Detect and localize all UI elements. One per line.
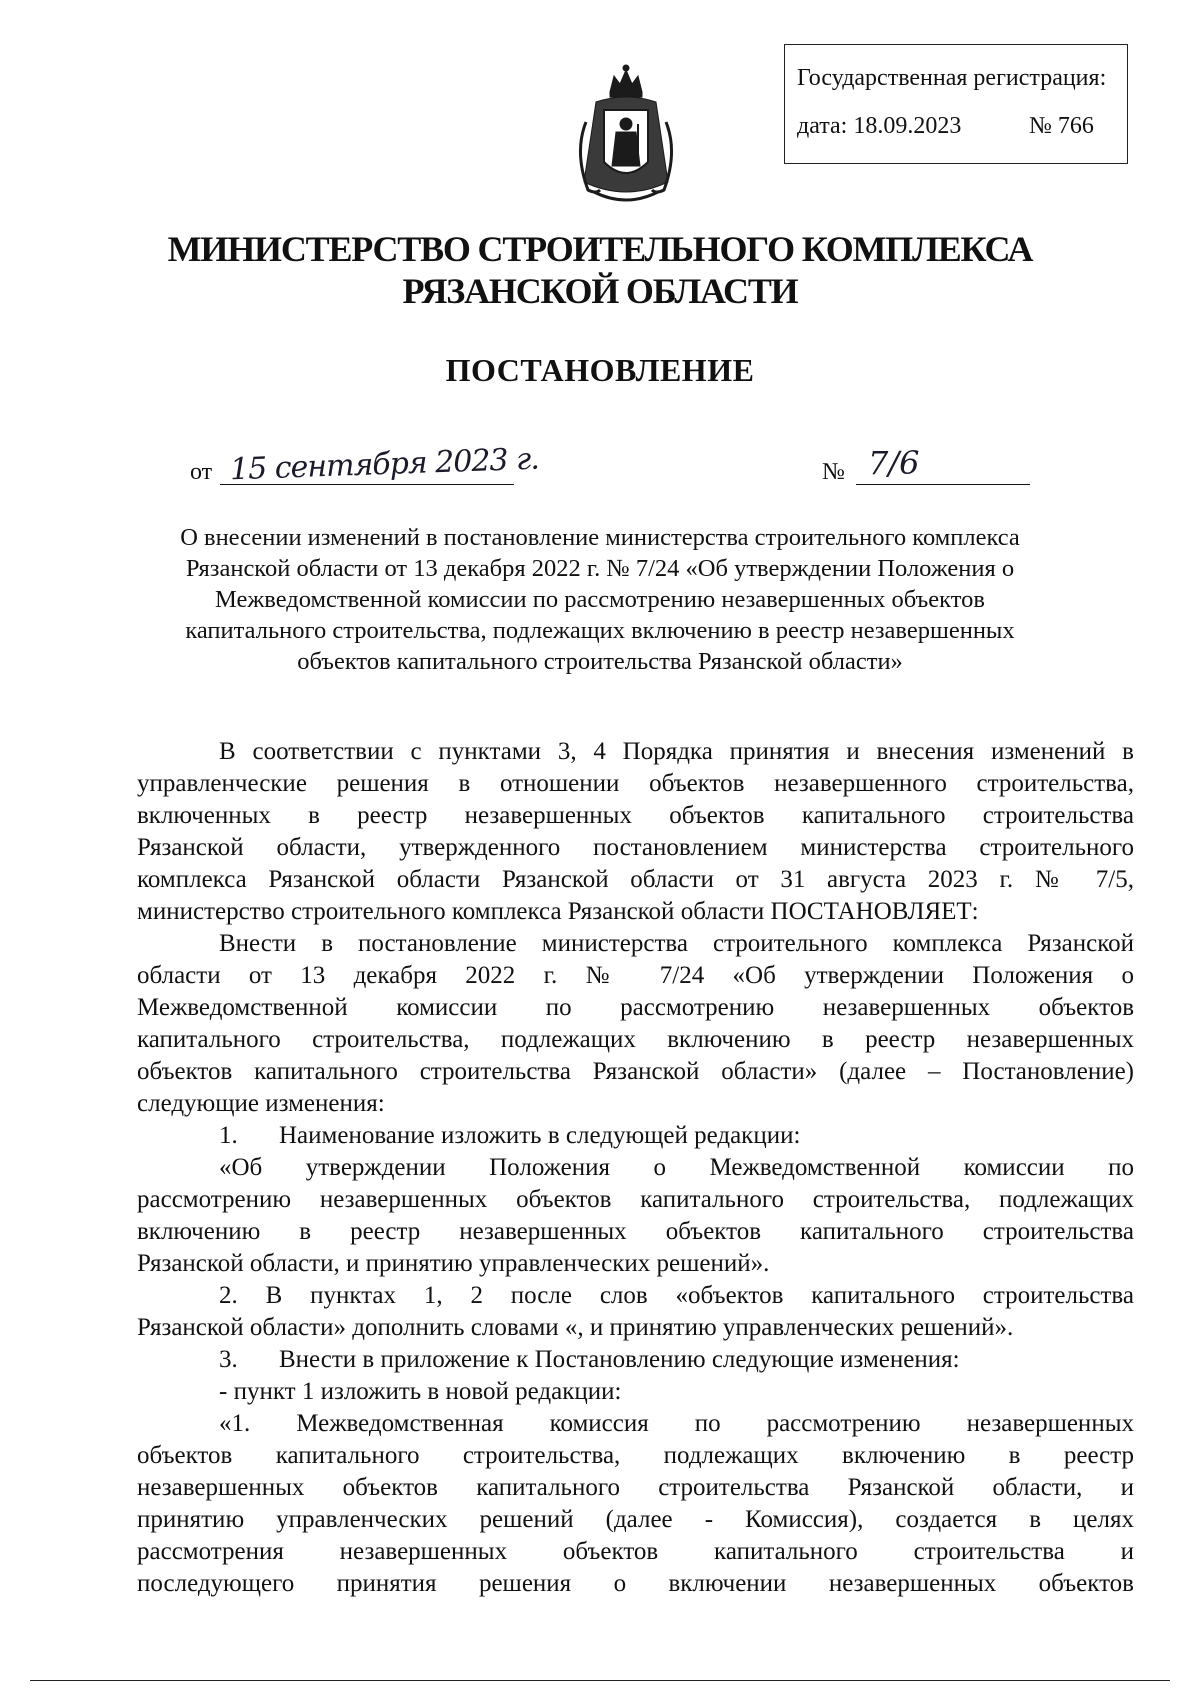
number-underline — [856, 484, 1030, 485]
ministry-name-line-2: РЯЗАНСКОЙ ОБЛАСТИ — [402, 271, 798, 311]
body-line: области от 13 декабря 2022 г. № 7/24 «Об утверждении Положения о — [137, 962, 1134, 989]
body-line: Межведомственной комиссии по рассмотрению незавершенных объектов — [137, 994, 1134, 1021]
body-line: Рязанской области, утвержденного постановлением министерства строительного — [137, 834, 1134, 861]
subject-line: объектов капитального строительства Рязанской области» — [297, 648, 903, 675]
quote-line: незавершенных объектов капитального строительства Рязанской области, и — [137, 1474, 1134, 1501]
quote-line: включению в реестр незавершенных объектов капитального строительства — [137, 1218, 1134, 1245]
quote-line: рассмотрению незавершенных объектов капитального строительства, подлежащих — [137, 1186, 1134, 1213]
bottom-rule — [30, 1680, 1170, 1681]
item-text: Внести в приложение к Постановлению следующие изменения: — [279, 1346, 960, 1373]
registration-stamp — [784, 44, 1128, 164]
body-line: комплекса Рязанской области Рязанской области от 31 августа 2023 г. № 7/5, — [137, 866, 1134, 893]
body-line: управленческие решения в отношении объектов незавершенного строительства, — [137, 770, 1134, 797]
bullet-line: - пункт 1 изложить в новой редакции: — [219, 1378, 622, 1405]
quote-line: объектов капитального строительства, подлежащих включению в реестр — [137, 1442, 1134, 1469]
number-prefix: № — [822, 459, 845, 485]
item-line: 2. В пунктах 1, 2 после слов «объектов капитального строительства — [219, 1282, 1134, 1309]
body-line: включенных в реестр незавершенных объектов капитального строительства — [137, 802, 1134, 829]
handwritten-date: 15 сентября 2023 г. — [229, 441, 540, 488]
body-line: министерство строительного комплекса Рязанской области ПОСТАНОВЛЯЕТ: — [137, 898, 979, 925]
quote-line: принятию управленческих решений (далее - Комиссия), создается в целях — [137, 1506, 1134, 1533]
body-line: объектов капитального строительства Рязанской области» (далее – Постановление) — [137, 1058, 1134, 1085]
registration-date: дата: 18.09.2023 — [797, 113, 962, 139]
document-type: ПОСТАНОВЛЕНИЕ — [445, 352, 755, 388]
subject-line: Рязанской области от 13 декабря 2022 г. № 7/24 «Об утверждении Положения о — [185, 555, 1015, 582]
registration-number: № 766 — [1029, 113, 1094, 139]
body-line: капитального строительства, подлежащих включению в реестр незавершенных — [137, 1026, 1134, 1053]
quote-line: Рязанской области, и принятию управленческих решений». — [137, 1250, 770, 1277]
quote-line: «1. Межведомственная комиссия по рассмотрению незавершенных — [219, 1410, 1134, 1437]
quote-line: рассмотрения незавершенных объектов капитального строительства и — [137, 1538, 1134, 1565]
body-line: следующие изменения: — [137, 1090, 385, 1117]
item-text: Наименование изложить в следующей редакции: — [279, 1122, 801, 1149]
subject-line: Межведомственной комиссии по рассмотрению незавершенных объектов — [215, 586, 985, 613]
registration-title: Государственная регистрация: — [797, 65, 1107, 91]
coat-of-arms-icon — [566, 62, 686, 212]
subject-line: О внесении изменений в постановление министерства строительного комплекса — [180, 524, 1020, 551]
ministry-name-line-1: МИНИСТЕРСТВО СТРОИТЕЛЬНОГО КОМПЛЕКСА — [167, 229, 1033, 269]
body-line: В соответствии с пунктами 3, 4 Порядка принятия и внесения изменений в — [219, 738, 1134, 765]
body-line: Внести в постановление министерства строительного комплекса Рязанской — [219, 930, 1134, 957]
item-number: 1. — [219, 1122, 238, 1149]
date-prefix: от — [190, 459, 213, 485]
quote-line: «Об утверждении Положения о Межведомственной комиссии по — [219, 1154, 1134, 1181]
item-number: 3. — [219, 1346, 238, 1373]
quote-line: последующего принятия решения о включении незавершенных объектов — [137, 1570, 1134, 1597]
item-line: Рязанской области» дополнить словами «, и принятию управленческих решений». — [137, 1314, 1014, 1341]
subject-line: капитального строительства, подлежащих включению в реестр незавершенных — [185, 617, 1015, 644]
handwritten-number: 7/6 — [868, 444, 920, 482]
